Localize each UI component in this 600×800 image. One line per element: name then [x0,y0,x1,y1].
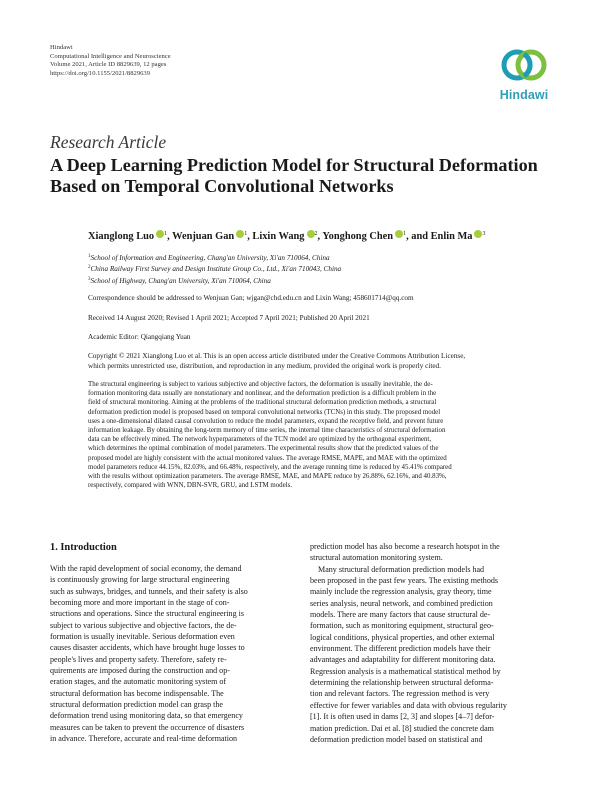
body-line: formation is usually inevitable. Serious deformation even [50,632,235,642]
abstract-line: The structural engineering is subject to various subjective and objective factors, the deformation is usually inevitable, the de- [88,381,433,388]
title-line: A Deep Learning Prediction Model for Structural Deformation [50,155,538,175]
body-line: deformation trend using monitoring data, so that emergency [50,711,243,721]
author-name[interactable]: Wenjuan Gan [172,231,235,242]
journal-name: Computational Intelligence and Neuroscience [50,52,171,60]
abstract-line: which determines the optimal combination of model parameters. The experimental results show that the predicted values of the [88,445,439,453]
body-line: series analysis, neural network, and combined prediction [310,598,493,608]
body-line: Regression analysis is a mathematical statistical method by [310,666,501,676]
volume-info: Volume 2021, Article ID 8829639, 12 pages [50,61,167,69]
logo-wordmark: Hindawi [499,88,549,102]
author-name[interactable]: Lixin Wang [252,231,305,242]
author-affiliation: 1 [244,231,248,237]
affiliation-item [88,252,341,263]
body-column-left [50,563,300,745]
body-line: people's lives and property safety. Therefore, safety re- [50,654,227,664]
body-line: is continuously growing for large structural engineering [50,575,230,585]
author-name[interactable]: Xianglong Luo [88,231,155,242]
affiliation-text: China Railway First Survey and Design Institute Group Co., Ltd., Xi'an 710043, China [90,265,342,274]
body-line: advantages and adaptability for different monitoring data. [310,655,496,665]
abstract-line: data can be effectively mined. The network hyperparameters of the TCN model are optimized by the orthogonal experiment, [88,436,432,444]
body-line: prediction model has also become a research hotspot in the [310,542,500,551]
body-line: models. There are many factors that cause structural de- [310,610,491,620]
orcid-icon[interactable] [307,230,315,238]
author-affiliation: 1 [403,231,407,237]
affiliation-number: 2 [88,265,91,271]
body-line: mainly include the regression analysis, gray theory, time [310,587,492,597]
hindawi-logo [492,44,556,108]
author-affiliation: 1 [164,231,168,237]
abstract-line: respectively, compared with WNN, DBN-SVR, GRU, and LSTM models. [88,482,293,490]
paper-title [50,155,560,196]
body-line: such as subways, bridges, and tunnels, and their safety is also [50,586,248,596]
author-name[interactable]: Yonghong Chen [322,231,394,242]
section-heading: 1. Introduction [50,542,117,553]
affiliation-item [88,275,341,286]
body-line: measures can be taken to prevent the occurrence of disasters [50,722,245,732]
affiliation-number: 1 [88,254,91,259]
affiliation-text: School of Highway, Chang'an University, Xi'an 710064, China [90,276,271,285]
body-line: With the rapid development of social economy, the demand [50,564,242,573]
abstract-line: formation monitoring data usually are nonstationary and nonlinear, and the deformation prediction is a difficult problem in the [88,390,437,398]
body-line: structural deformation prediction model can grasp the [50,700,223,710]
body-line: structural deformation has become indispensable. The [50,688,224,698]
body-column-right [310,541,560,745]
body-line: subject to various subjective and objective factors, the de- [50,620,237,630]
body-line: Many structural deformation prediction models had [310,564,485,574]
author-affiliation: 3 [482,231,486,237]
affiliation-list [88,252,341,286]
publisher-name: Hindawi [50,44,73,51]
copyright-line: which permits unrestricted use, distribution, and reproduction in any medium, provided the original work is properly cited. [88,362,441,370]
body-line: in advance. Therefore, accurate and real-time deformation [50,734,238,744]
academic-editor: Academic Editor: Qiangqiang Yuan [88,333,191,341]
author-affiliation: 2 [314,231,318,237]
body-line: tion and relevant factors. The regression method is very [310,689,490,699]
correspondence: Correspondence should be addressed to Wenjuan Gan; wjgan@chd.edu.cn and Lixin Wang; 458601714@qq.com [88,294,414,302]
abstract-line: proposed model are highly consistent with the actual monitored values. The average RMSE, MAPE, and MAE with the optimized [88,454,447,462]
abstract-line: uses a one-dimensional dilated causal convolution to reduce the model parameters, expand the receptive field, and prevent future [88,417,444,425]
affiliation-number: 3 [88,276,91,282]
body-line: eration stages, and the automatic monitoring system of [50,677,227,687]
affiliation-text: School of Information and Engineering, Chang'an University, Xi'an 710064, China [90,254,330,262]
abstract-line: model parameters reduce 44.15%, 82.03%, and 66.48%, respectively, and the average running time is reduced by 45.41% compared [88,463,452,471]
abstract [88,380,553,490]
affiliation-item [88,263,341,274]
body-line: mation prediction. Dai et al. [8] studied the concrete dam [310,723,494,733]
body-line: quirements are imposed during the construction and op- [50,666,230,676]
body-line: environment. The different prediction models have their [310,644,491,654]
journal-header [50,44,171,78]
body-line: deformation prediction model based on statistical and [310,734,483,744]
body-line: [1]. It is often used in dams [2, 3] and slopes [4–7] defor- [310,712,495,722]
body-line: structions and operations. Since the structural engineering is [50,609,244,619]
title-line: Based on Temporal Convolutional Networks [50,175,394,196]
abstract-line: deformation prediction model is proposed based on temporal convolutional networks (TCNs) in this study. The proposed model [88,408,441,416]
abstract-line: with the results without optimization parameters. The average RMSE, MAE, and MAPE reduce by 26.88%, 62.16%, and 40.83%, [88,473,447,481]
orcid-icon[interactable] [156,230,164,238]
body-line: logical conditions, physical properties, and other external [310,632,495,642]
author-name[interactable]: Enlin Ma [430,231,473,242]
abstract-line: information leakage. By obtaining the long-term memory of time series, the internal time characteristics of structural deformation [88,427,446,435]
body-line: causes disaster accidents, which have brought huge losses to [50,643,245,653]
abstract-line: field of structural monitoring. Aiming at the problems of the traditional structural deformation prediction methods, a structural [88,399,437,407]
body-line: determining the relationship between structural deforma- [310,678,494,688]
body-line: structural automation monitoring system. [310,553,443,563]
body-line: becoming more and more important in the stage of con- [50,598,230,608]
hindawi-logo-icon [498,44,550,86]
body-line: formation, such as monitoring equipment, structural geo- [310,621,494,631]
author-list: Xianglong Luo $^1$, Wenjuan Gan $^1$, Lixin Wang $^2$, Yonghong Chen $^1$, and Enlin Ma $^3$ [88,231,486,242]
body-line: effective for fewer variables and data with obvious regularity [310,700,507,710]
copyright-line: Copyright © 2021 Xianglong Luo et al. This is an open access article distributed under the Creative Commons Attribution License, [88,352,466,360]
orcid-icon[interactable] [395,230,403,238]
article-type: Research Article [50,132,167,152]
body-line: been proposed in the past few years. The existing methods [310,576,499,586]
publication-dates: Received 14 August 2020; Revised 1 April 2021; Accepted 7 April 2021; Published 20 April 2021 [88,314,370,322]
doi-link[interactable]: https://doi.org/10.1155/2021/8829639 [50,69,151,77]
